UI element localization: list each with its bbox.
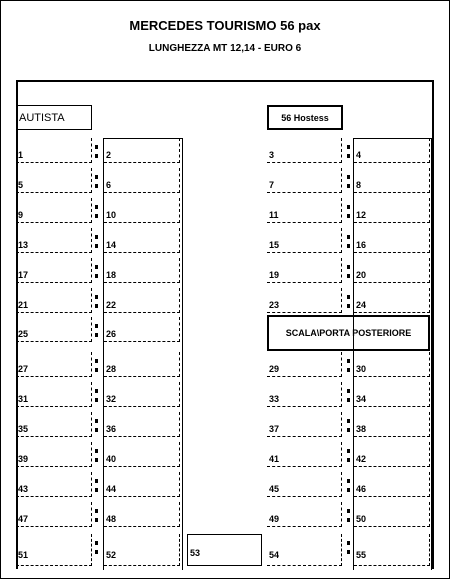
seat-52[interactable]: 52 <box>104 534 180 566</box>
seat-44[interactable]: 44 <box>104 472 180 497</box>
seat-divider-icon <box>347 389 350 403</box>
seat-24[interactable]: 24 <box>354 288 430 313</box>
seat-32[interactable]: 32 <box>104 382 180 407</box>
seat-20[interactable]: 20 <box>354 258 430 283</box>
seat-16[interactable]: 16 <box>354 228 430 253</box>
seat-divider-icon <box>347 145 350 159</box>
rear-door-label: SCALA\PORTA POSTERIORE <box>267 315 430 351</box>
seat-5[interactable]: 5 <box>16 168 92 193</box>
seat-divider-icon <box>95 449 98 463</box>
seat-19[interactable]: 19 <box>267 258 342 283</box>
seat-15[interactable]: 15 <box>267 228 342 253</box>
seat-divider-icon <box>95 295 98 309</box>
seat-22[interactable]: 22 <box>104 288 180 313</box>
hostess-seat[interactable]: 56 Hostess <box>267 105 343 130</box>
seat-divider-icon <box>95 265 98 279</box>
seat-18[interactable]: 18 <box>104 258 180 283</box>
seat-4[interactable]: 4 <box>354 138 430 163</box>
seat-26[interactable]: 26 <box>104 317 180 342</box>
seat-divider-icon <box>95 235 98 249</box>
seat-divider-icon <box>347 265 350 279</box>
seat-28[interactable]: 28 <box>104 352 180 377</box>
seat-divider-icon <box>95 324 98 338</box>
seat-divider-icon <box>347 205 350 219</box>
seat-divider-icon <box>347 359 350 373</box>
seat-divider-icon <box>347 509 350 523</box>
seat-9[interactable]: 9 <box>16 198 92 223</box>
seat-divider-icon <box>95 389 98 403</box>
seat-13[interactable]: 13 <box>16 228 92 253</box>
seat-divider-icon <box>347 449 350 463</box>
seat-11[interactable]: 11 <box>267 198 342 223</box>
seat-30[interactable]: 30 <box>354 352 430 377</box>
seat-21[interactable]: 21 <box>16 288 92 313</box>
seat-divider-icon <box>95 145 98 159</box>
seat-6[interactable]: 6 <box>104 168 180 193</box>
seat-3[interactable]: 3 <box>267 138 342 163</box>
seat-divider-icon <box>95 509 98 523</box>
seat-divider-icon <box>95 419 98 433</box>
seat-34[interactable]: 34 <box>354 382 430 407</box>
seat-divider-icon <box>347 175 350 189</box>
seat-50[interactable]: 50 <box>354 502 430 527</box>
seat-divider-icon <box>347 295 350 309</box>
seat-1[interactable]: 1 <box>16 138 92 163</box>
seat-51[interactable]: 51 <box>16 534 92 566</box>
seat-39[interactable]: 39 <box>16 442 92 467</box>
seat-divider-icon <box>95 205 98 219</box>
seat-divider-icon <box>95 359 98 373</box>
seat-2[interactable]: 2 <box>104 138 180 163</box>
seat-47[interactable]: 47 <box>16 502 92 527</box>
seat-54[interactable]: 54 <box>267 534 342 566</box>
seat-37[interactable]: 37 <box>267 412 342 437</box>
seat-divider-icon <box>95 175 98 189</box>
seat-10[interactable]: 10 <box>104 198 180 223</box>
seat-40[interactable]: 40 <box>104 442 180 467</box>
seat-38[interactable]: 38 <box>354 412 430 437</box>
page-subtitle: LUNGHEZZA MT 12,14 - EURO 6 <box>148 43 302 54</box>
seat-31[interactable]: 31 <box>16 382 92 407</box>
seat-25[interactable]: 25 <box>16 317 92 342</box>
seat-17[interactable]: 17 <box>16 258 92 283</box>
seat-8[interactable]: 8 <box>354 168 430 193</box>
seat-43[interactable]: 43 <box>16 472 92 497</box>
seat-divider-icon <box>347 235 350 249</box>
seat-23[interactable]: 23 <box>267 288 342 313</box>
seat-divider-icon <box>347 479 350 493</box>
seat-41[interactable]: 41 <box>267 442 342 467</box>
seat-46[interactable]: 46 <box>354 472 430 497</box>
seat-divider-icon <box>95 541 98 555</box>
seat-45[interactable]: 45 <box>267 472 342 497</box>
seat-42[interactable]: 42 <box>354 442 430 467</box>
seat-29[interactable]: 29 <box>267 352 342 377</box>
seat-36[interactable]: 36 <box>104 412 180 437</box>
driver-label: AUTISTA <box>16 105 92 130</box>
seat-53[interactable]: 53 <box>187 534 262 566</box>
seat-14[interactable]: 14 <box>104 228 180 253</box>
page-title: MERCEDES TOURISMO 56 pax <box>129 18 321 33</box>
seat-divider-icon <box>95 479 98 493</box>
seat-12[interactable]: 12 <box>354 198 430 223</box>
seat-divider-icon <box>347 419 350 433</box>
seat-27[interactable]: 27 <box>16 352 92 377</box>
seat-49[interactable]: 49 <box>267 502 342 527</box>
seat-48[interactable]: 48 <box>104 502 180 527</box>
seat-7[interactable]: 7 <box>267 168 342 193</box>
seat-35[interactable]: 35 <box>16 412 92 437</box>
seat-divider-icon <box>347 541 350 555</box>
seat-33[interactable]: 33 <box>267 382 342 407</box>
seat-55[interactable]: 55 <box>354 534 430 566</box>
